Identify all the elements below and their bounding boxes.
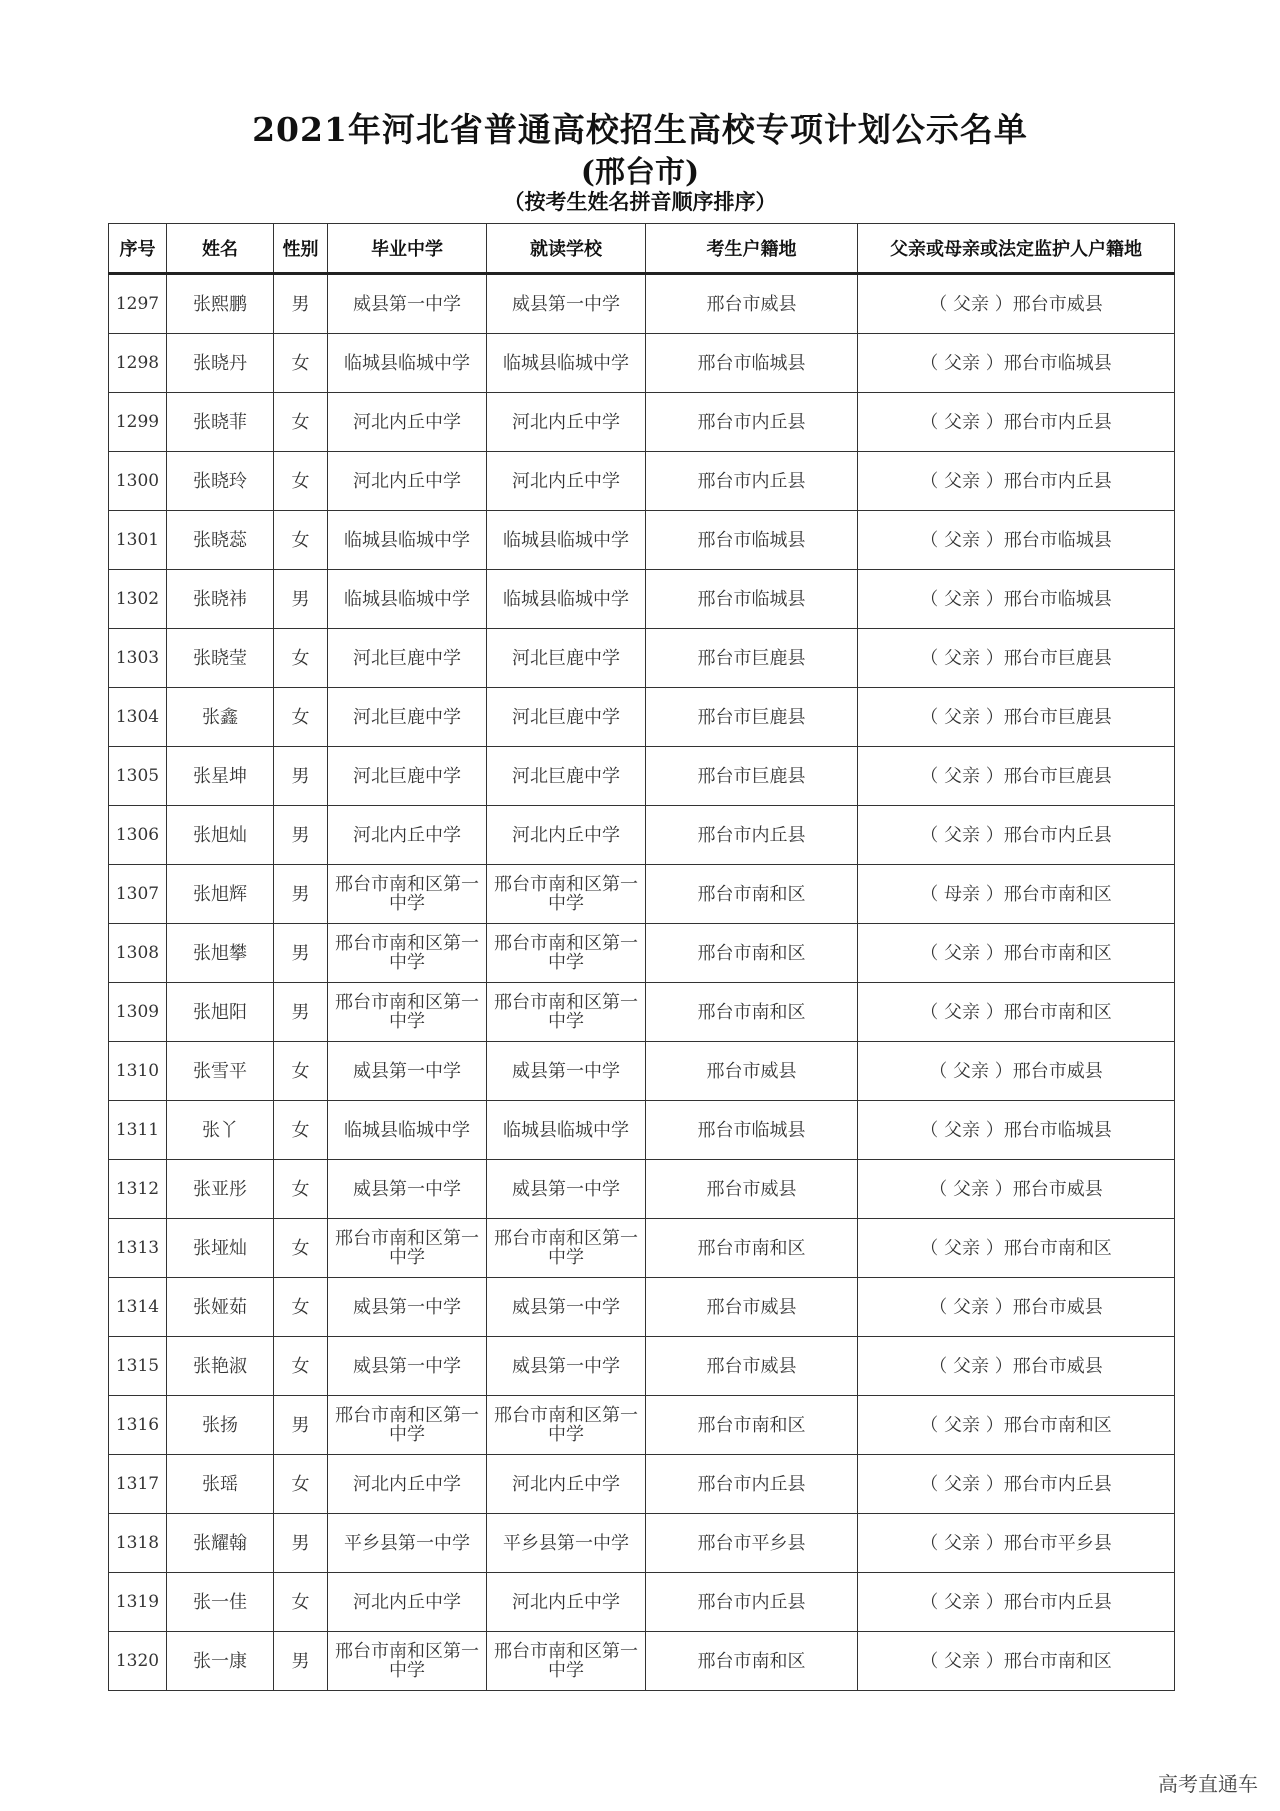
table-row	[109, 274, 1175, 334]
cell-name: 张晓玲	[167, 452, 274, 511]
cell-gender: 女	[274, 452, 328, 511]
cell-grad-school: 威县第一中学	[328, 274, 487, 334]
cell-gender: 女	[274, 1278, 328, 1337]
cell-hukou: 邢台市内丘县	[646, 1455, 858, 1514]
cell-guardian-hukou: （ 父亲 ）邢台市南和区	[858, 1396, 1175, 1455]
cell-current-school: 邢台市南和区第一中学	[487, 865, 646, 924]
cell-current-school: 河北巨鹿中学	[487, 688, 646, 747]
cell-hukou: 邢台市南和区	[646, 1396, 858, 1455]
cell-gender: 男	[274, 1632, 328, 1691]
cell-guardian-hukou: （ 父亲 ）邢台市临城县	[858, 334, 1175, 393]
cell-grad-school: 河北巨鹿中学	[328, 747, 487, 806]
table-row	[109, 924, 1175, 983]
table-row	[109, 1396, 1175, 1455]
cell-current-school: 临城县临城中学	[487, 511, 646, 570]
header-guardian-hukou: 父亲或母亲或法定监护人户籍地	[858, 224, 1175, 274]
cell-current-school: 威县第一中学	[487, 1042, 646, 1101]
cell-name: 张一佳	[167, 1573, 274, 1632]
cell-current-school: 邢台市南和区第一中学	[487, 983, 646, 1042]
cell-no: 1298	[109, 334, 167, 393]
cell-current-school: 临城县临城中学	[487, 570, 646, 629]
cell-guardian-hukou: （ 父亲 ）邢台市巨鹿县	[858, 629, 1175, 688]
cell-gender: 女	[274, 393, 328, 452]
table-row	[109, 629, 1175, 688]
cell-no: 1310	[109, 1042, 167, 1101]
cell-name: 张鑫	[167, 688, 274, 747]
table-row	[109, 1455, 1175, 1514]
cell-gender: 男	[274, 747, 328, 806]
cell-name: 张雪平	[167, 1042, 274, 1101]
header-current-school: 就读学校	[487, 224, 646, 274]
cell-current-school: 威县第一中学	[487, 1337, 646, 1396]
cell-gender: 男	[274, 806, 328, 865]
cell-hukou: 邢台市南和区	[646, 1219, 858, 1278]
cell-current-school: 邢台市南和区第一中学	[487, 1632, 646, 1691]
cell-grad-school: 河北巨鹿中学	[328, 629, 487, 688]
cell-grad-school: 临城县临城中学	[328, 334, 487, 393]
cell-gender: 女	[274, 1337, 328, 1396]
table-row	[109, 806, 1175, 865]
cell-name: 张瑶	[167, 1455, 274, 1514]
table-row	[109, 1219, 1175, 1278]
cell-guardian-hukou: （ 父亲 ）邢台市内丘县	[858, 452, 1175, 511]
cell-name: 张熙鹏	[167, 274, 274, 334]
cell-no: 1317	[109, 1455, 167, 1514]
admission-list-table	[108, 223, 1175, 1691]
cell-gender: 女	[274, 1573, 328, 1632]
cell-no: 1303	[109, 629, 167, 688]
cell-grad-school: 邢台市南和区第一中学	[328, 1632, 487, 1691]
cell-hukou: 邢台市巨鹿县	[646, 629, 858, 688]
cell-guardian-hukou: （ 父亲 ）邢台市巨鹿县	[858, 688, 1175, 747]
cell-current-school: 威县第一中学	[487, 1160, 646, 1219]
cell-guardian-hukou: （ 父亲 ）邢台市南和区	[858, 1632, 1175, 1691]
cell-gender: 女	[274, 629, 328, 688]
cell-gender: 女	[274, 1160, 328, 1219]
cell-hukou: 邢台市威县	[646, 1337, 858, 1396]
cell-name: 张晓蕊	[167, 511, 274, 570]
cell-gender: 男	[274, 1514, 328, 1573]
header-grad-school: 毕业中学	[328, 224, 487, 274]
cell-gender: 女	[274, 688, 328, 747]
cell-name: 张娅茹	[167, 1278, 274, 1337]
cell-guardian-hukou: （ 父亲 ）邢台市威县	[858, 1160, 1175, 1219]
table-row	[109, 570, 1175, 629]
cell-grad-school: 河北内丘中学	[328, 1573, 487, 1632]
table-header-row	[109, 224, 1175, 274]
table-row	[109, 1160, 1175, 1219]
cell-no: 1315	[109, 1337, 167, 1396]
table-row	[109, 1632, 1175, 1691]
cell-guardian-hukou: （ 父亲 ）邢台市内丘县	[858, 1573, 1175, 1632]
cell-hukou: 邢台市内丘县	[646, 452, 858, 511]
cell-gender: 女	[274, 511, 328, 570]
cell-no: 1309	[109, 983, 167, 1042]
cell-guardian-hukou: （ 父亲 ）邢台市内丘县	[858, 393, 1175, 452]
cell-guardian-hukou: （ 父亲 ）邢台市内丘县	[858, 806, 1175, 865]
cell-no: 1308	[109, 924, 167, 983]
table-row	[109, 452, 1175, 511]
table-row	[109, 1337, 1175, 1396]
cell-no: 1304	[109, 688, 167, 747]
cell-no: 1311	[109, 1101, 167, 1160]
cell-gender: 女	[274, 1042, 328, 1101]
cell-current-school: 河北巨鹿中学	[487, 629, 646, 688]
cell-name: 张旭攀	[167, 924, 274, 983]
cell-current-school: 威县第一中学	[487, 274, 646, 334]
cell-current-school: 威县第一中学	[487, 1278, 646, 1337]
cell-guardian-hukou: （ 父亲 ）邢台市巨鹿县	[858, 747, 1175, 806]
cell-name: 张晓莹	[167, 629, 274, 688]
cell-guardian-hukou: （ 父亲 ）邢台市威县	[858, 1042, 1175, 1101]
cell-no: 1312	[109, 1160, 167, 1219]
table-row	[109, 1573, 1175, 1632]
cell-current-school: 邢台市南和区第一中学	[487, 1219, 646, 1278]
cell-name: 张扬	[167, 1396, 274, 1455]
cell-gender: 男	[274, 274, 328, 334]
cell-grad-school: 威县第一中学	[328, 1337, 487, 1396]
cell-guardian-hukou: （ 父亲 ）邢台市威县	[858, 1278, 1175, 1337]
cell-current-school: 邢台市南和区第一中学	[487, 924, 646, 983]
cell-hukou: 邢台市威县	[646, 274, 858, 334]
document-title: 2021年河北省普通高校招生高校专项计划公示名单	[252, 110, 1028, 149]
cell-name: 张耀翰	[167, 1514, 274, 1573]
cell-current-school: 河北内丘中学	[487, 1573, 646, 1632]
cell-gender: 男	[274, 865, 328, 924]
cell-grad-school: 威县第一中学	[328, 1160, 487, 1219]
table-row	[109, 865, 1175, 924]
cell-hukou: 邢台市临城县	[646, 1101, 858, 1160]
cell-gender: 男	[274, 983, 328, 1042]
cell-hukou: 邢台市巨鹿县	[646, 688, 858, 747]
cell-guardian-hukou: （ 父亲 ）邢台市平乡县	[858, 1514, 1175, 1573]
cell-grad-school: 临城县临城中学	[328, 570, 487, 629]
cell-current-school: 河北内丘中学	[487, 393, 646, 452]
cell-current-school: 河北内丘中学	[487, 806, 646, 865]
cell-grad-school: 威县第一中学	[328, 1278, 487, 1337]
cell-grad-school: 河北内丘中学	[328, 393, 487, 452]
cell-hukou: 邢台市平乡县	[646, 1514, 858, 1573]
cell-current-school: 河北内丘中学	[487, 452, 646, 511]
cell-no: 1318	[109, 1514, 167, 1573]
header-gender: 性别	[274, 224, 328, 274]
cell-no: 1307	[109, 865, 167, 924]
cell-gender: 女	[274, 1219, 328, 1278]
cell-grad-school: 威县第一中学	[328, 1042, 487, 1101]
cell-no: 1305	[109, 747, 167, 806]
cell-name: 张晓丹	[167, 334, 274, 393]
cell-grad-school: 平乡县第一中学	[328, 1514, 487, 1573]
table-row	[109, 1101, 1175, 1160]
cell-name: 张旭阳	[167, 983, 274, 1042]
table-row	[109, 1278, 1175, 1337]
cell-grad-school: 临城县临城中学	[328, 1101, 487, 1160]
cell-current-school: 临城县临城中学	[487, 1101, 646, 1160]
cell-gender: 男	[274, 924, 328, 983]
cell-hukou: 邢台市临城县	[646, 570, 858, 629]
cell-gender: 女	[274, 1101, 328, 1160]
cell-name: 张晓祎	[167, 570, 274, 629]
cell-gender: 男	[274, 1396, 328, 1455]
cell-current-school: 河北内丘中学	[487, 1455, 646, 1514]
cell-no: 1319	[109, 1573, 167, 1632]
cell-name: 张一康	[167, 1632, 274, 1691]
table-row	[109, 1514, 1175, 1573]
cell-guardian-hukou: （ 父亲 ）邢台市临城县	[858, 570, 1175, 629]
cell-grad-school: 邢台市南和区第一中学	[328, 983, 487, 1042]
cell-no: 1301	[109, 511, 167, 570]
cell-hukou: 邢台市威县	[646, 1278, 858, 1337]
table-row	[109, 688, 1175, 747]
cell-hukou: 邢台市内丘县	[646, 806, 858, 865]
cell-grad-school: 河北巨鹿中学	[328, 688, 487, 747]
cell-no: 1313	[109, 1219, 167, 1278]
cell-guardian-hukou: （ 父亲 ）邢台市威县	[858, 1337, 1175, 1396]
cell-grad-school: 邢台市南和区第一中学	[328, 1219, 487, 1278]
cell-grad-school: 邢台市南和区第一中学	[328, 1396, 487, 1455]
cell-grad-school: 河北内丘中学	[328, 806, 487, 865]
cell-current-school: 邢台市南和区第一中学	[487, 1396, 646, 1455]
cell-guardian-hukou: （ 父亲 ）邢台市临城县	[858, 511, 1175, 570]
cell-guardian-hukou: （ 父亲 ）邢台市南和区	[858, 924, 1175, 983]
table-row	[109, 747, 1175, 806]
cell-guardian-hukou: （ 母亲 ）邢台市南和区	[858, 865, 1175, 924]
cell-no: 1320	[109, 1632, 167, 1691]
cell-name: 张晓菲	[167, 393, 274, 452]
cell-current-school: 平乡县第一中学	[487, 1514, 646, 1573]
cell-grad-school: 临城县临城中学	[328, 511, 487, 570]
cell-hukou: 邢台市临城县	[646, 511, 858, 570]
table-row	[109, 511, 1175, 570]
cell-no: 1306	[109, 806, 167, 865]
table-row	[109, 393, 1175, 452]
cell-grad-school: 邢台市南和区第一中学	[328, 865, 487, 924]
cell-hukou: 邢台市南和区	[646, 1632, 858, 1691]
cell-no: 1316	[109, 1396, 167, 1455]
cell-no: 1300	[109, 452, 167, 511]
cell-no: 1302	[109, 570, 167, 629]
watermark-text: 高考直通车	[1158, 1772, 1258, 1796]
cell-name: 张星坤	[167, 747, 274, 806]
cell-name: 张丫	[167, 1101, 274, 1160]
cell-gender: 女	[274, 1455, 328, 1514]
header-hukou: 考生户籍地	[646, 224, 858, 274]
cell-guardian-hukou: （ 父亲 ）邢台市威县	[858, 274, 1175, 334]
cell-hukou: 邢台市南和区	[646, 924, 858, 983]
cell-no: 1314	[109, 1278, 167, 1337]
cell-no: 1299	[109, 393, 167, 452]
cell-hukou: 邢台市巨鹿县	[646, 747, 858, 806]
cell-gender: 男	[274, 570, 328, 629]
cell-guardian-hukou: （ 父亲 ）邢台市临城县	[858, 1101, 1175, 1160]
cell-name: 张亚彤	[167, 1160, 274, 1219]
cell-guardian-hukou: （ 父亲 ）邢台市内丘县	[858, 1455, 1175, 1514]
cell-grad-school: 河北内丘中学	[328, 1455, 487, 1514]
cell-grad-school: 河北内丘中学	[328, 452, 487, 511]
cell-guardian-hukou: （ 父亲 ）邢台市南和区	[858, 983, 1175, 1042]
cell-grad-school: 邢台市南和区第一中学	[328, 924, 487, 983]
cell-hukou: 邢台市南和区	[646, 983, 858, 1042]
cell-guardian-hukou: （ 父亲 ）邢台市南和区	[858, 1219, 1175, 1278]
document-subtitle: (邢台市)	[580, 155, 700, 190]
cell-hukou: 邢台市南和区	[646, 865, 858, 924]
document-sort-note: （按考生姓名拼音顺序排序）	[503, 189, 777, 214]
cell-current-school: 临城县临城中学	[487, 334, 646, 393]
cell-hukou: 邢台市威县	[646, 1160, 858, 1219]
table-row	[109, 334, 1175, 393]
header-name: 姓名	[167, 224, 274, 274]
cell-name: 张艳淑	[167, 1337, 274, 1396]
table-row	[109, 1042, 1175, 1101]
cell-no: 1297	[109, 274, 167, 334]
cell-name: 张旭灿	[167, 806, 274, 865]
cell-current-school: 河北巨鹿中学	[487, 747, 646, 806]
cell-hukou: 邢台市威县	[646, 1042, 858, 1101]
header-no: 序号	[109, 224, 167, 274]
cell-gender: 女	[274, 334, 328, 393]
cell-hukou: 邢台市内丘县	[646, 393, 858, 452]
table-row	[109, 983, 1175, 1042]
cell-hukou: 邢台市临城县	[646, 334, 858, 393]
cell-hukou: 邢台市内丘县	[646, 1573, 858, 1632]
cell-name: 张垭灿	[167, 1219, 274, 1278]
cell-name: 张旭辉	[167, 865, 274, 924]
